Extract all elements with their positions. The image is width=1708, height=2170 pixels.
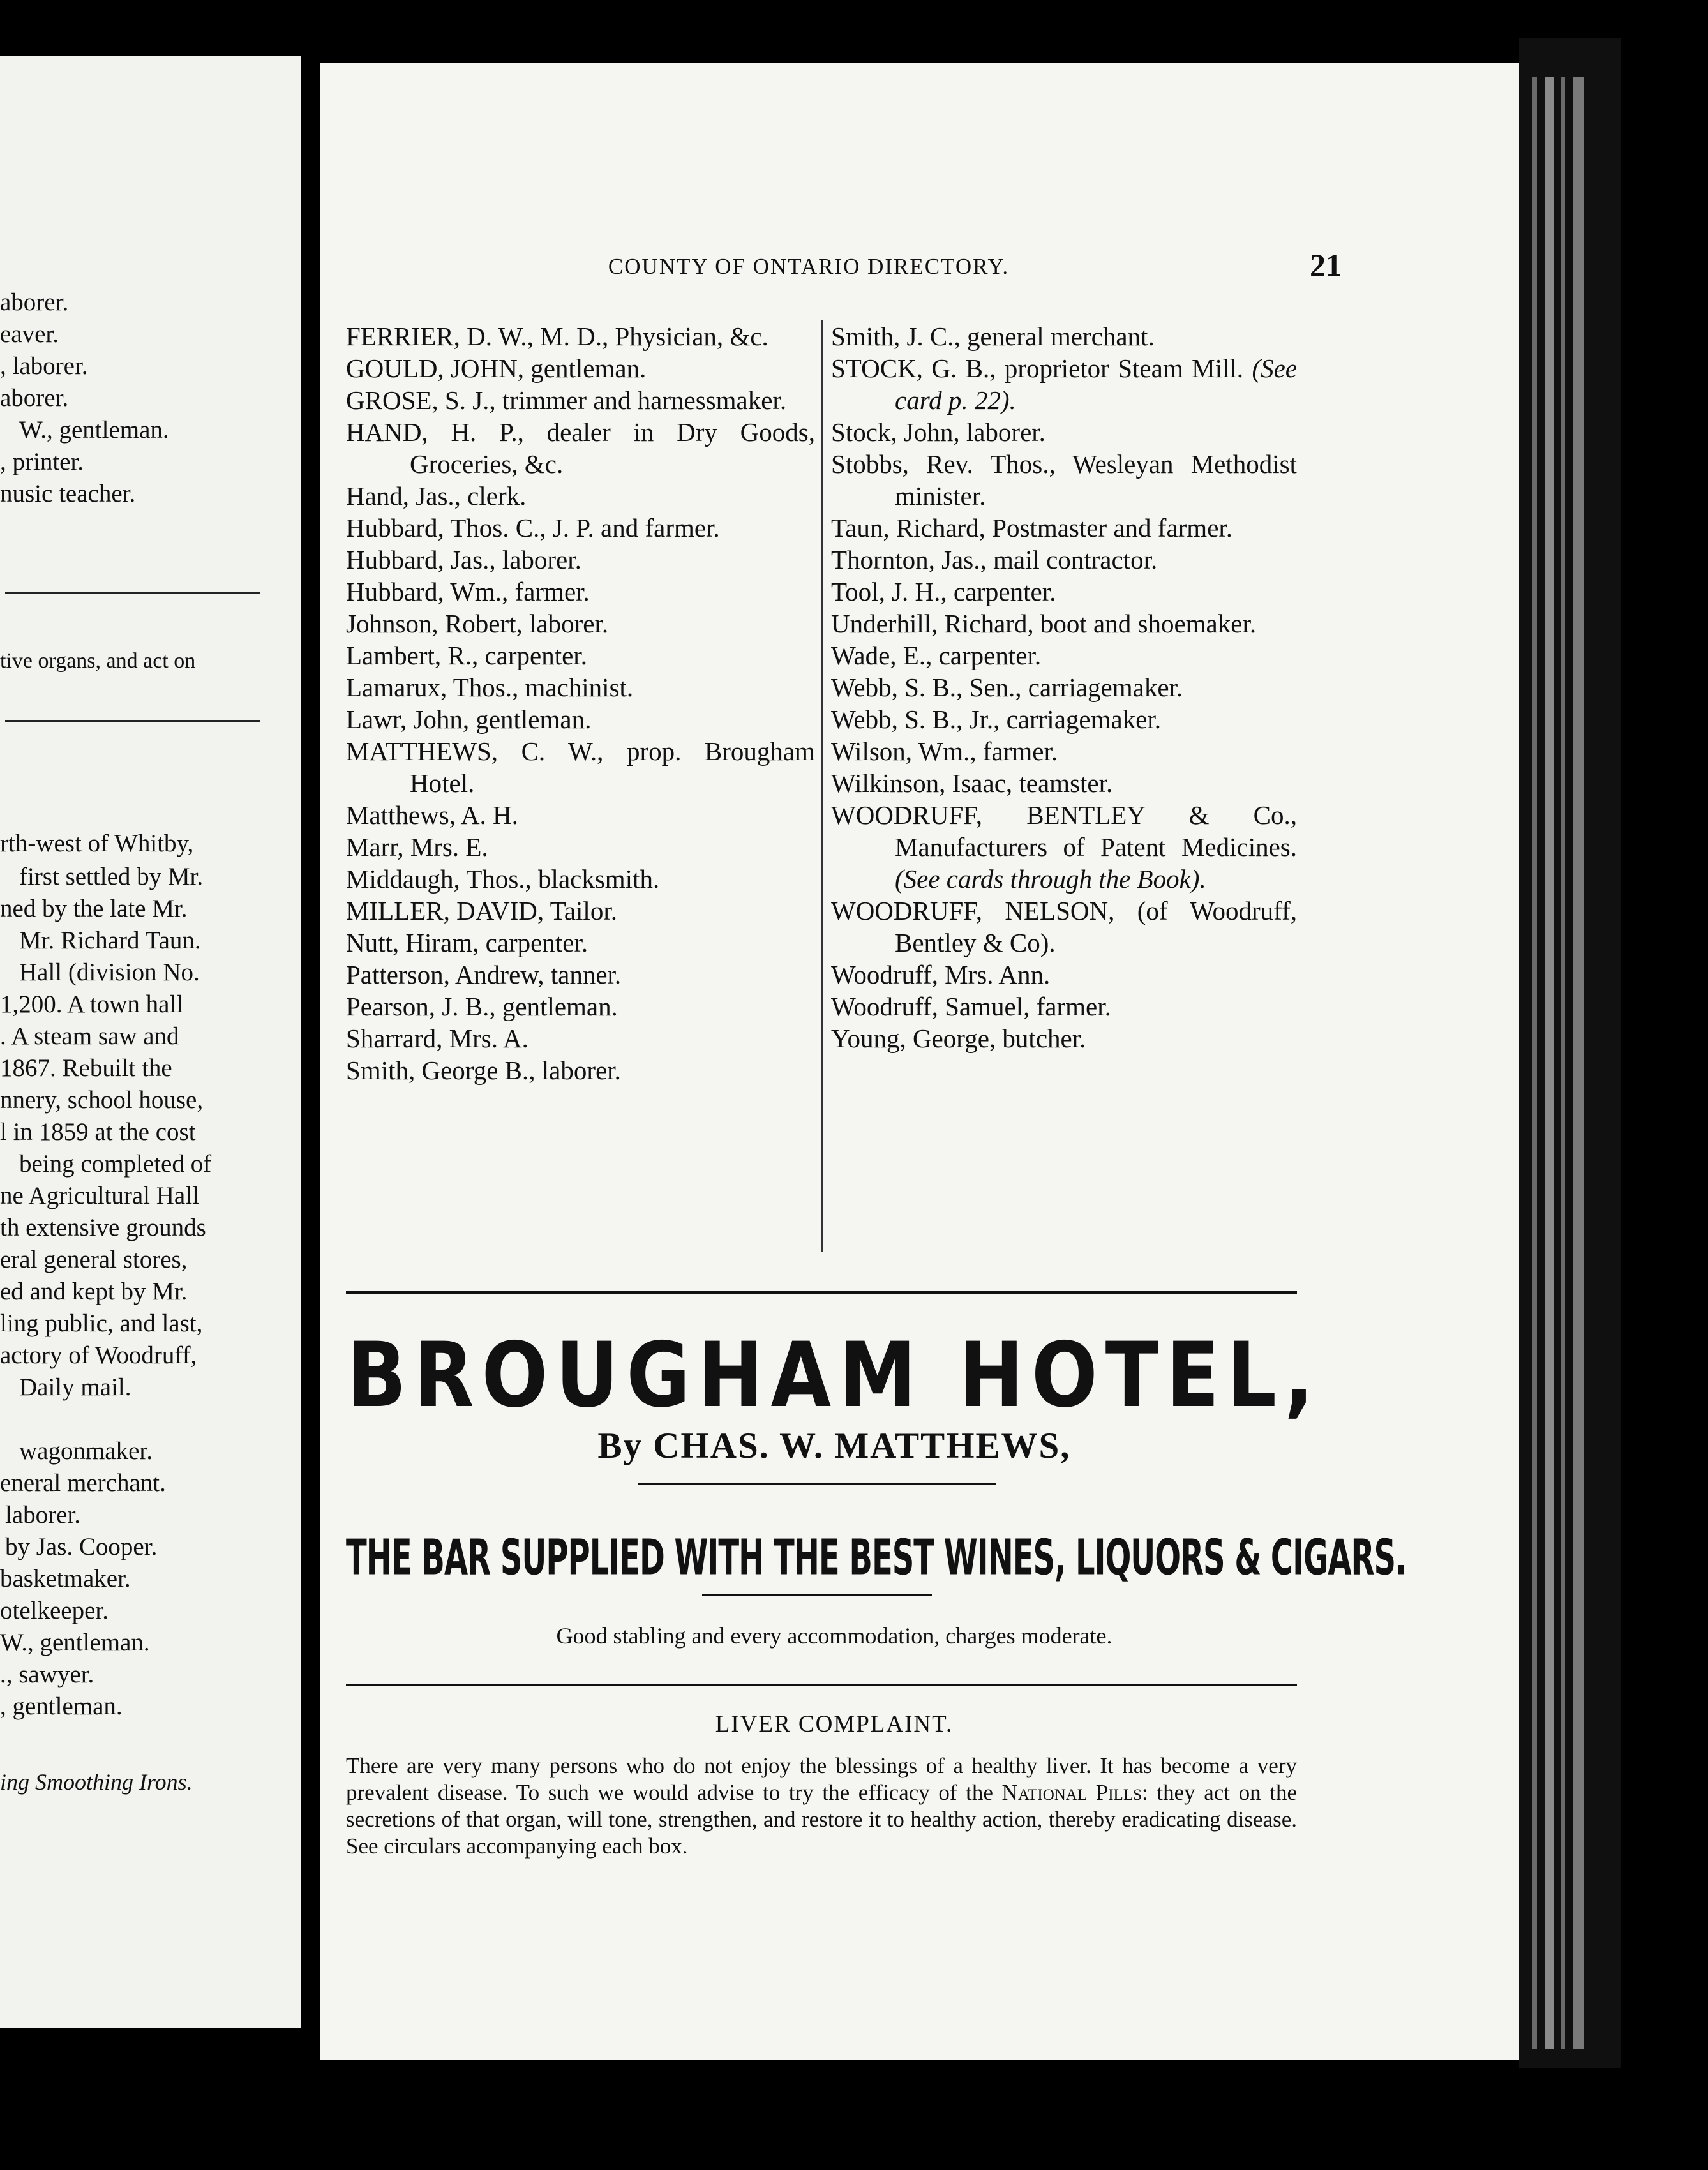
directory-entry: MATTHEWS, C. W., prop. Brougham Hotel.	[346, 737, 815, 798]
directory-entry: Lawr, John, gentleman.	[346, 705, 592, 734]
national-pills-name: National Pills	[1001, 1780, 1142, 1805]
liver-complaint-title: LIVER COMPLAINT.	[715, 1711, 954, 1737]
page-number: 21	[1310, 247, 1342, 283]
left-page-line: eral general stores,	[0, 1246, 188, 1273]
directory-entry: GROSE, S. J., trimmer and harnessmaker.	[346, 385, 787, 415]
left-page-line: W., gentleman.	[0, 1629, 150, 1656]
directory-entry: Taun, Richard, Postmaster and farmer.	[831, 513, 1233, 542]
left-page-line: W., gentleman.	[19, 416, 169, 444]
directory-entry: Webb, S. B., Sen., carriagemaker.	[831, 673, 1183, 702]
directory-entry: Woodruff, Mrs. Ann.	[831, 960, 1051, 989]
page-edge-strip	[1532, 77, 1537, 2049]
left-page-line: tive organs, and act on	[0, 649, 196, 673]
directory-entry: Thornton, Jas., mail contractor.	[831, 545, 1158, 574]
directory-entry: Underhill, Richard, boot and shoemaker.	[831, 609, 1257, 638]
left-page-line: th extensive grounds	[0, 1214, 206, 1241]
book-edge	[1519, 38, 1621, 2068]
hotel-ad-title: BROUGHAM HOTEL,	[347, 1323, 1322, 1428]
ad-short-rule	[638, 1483, 996, 1485]
directory-entry: Smith, George B., laborer.	[346, 1056, 621, 1085]
directory-entry: Young, George, butcher.	[831, 1024, 1086, 1053]
left-page-line: l in 1859 at the cost	[0, 1118, 196, 1146]
directory-entry: Patterson, Andrew, tanner.	[346, 960, 622, 989]
directory-entry: Tool, J. H., carpenter.	[831, 577, 1056, 606]
directory-entry: Wade, E., carpenter.	[831, 641, 1042, 670]
left-page-line: being completed of	[19, 1150, 212, 1178]
left-page-rule	[5, 592, 260, 594]
left-page-line: eneral merchant.	[0, 1469, 166, 1497]
directory-entry: FERRIER, D. W., M. D., Physician, &c.	[346, 322, 768, 351]
left-page-line: otelkeeper.	[0, 1597, 109, 1624]
left-page-line: aborer.	[0, 384, 69, 412]
directory-entry: Johnson, Robert, laborer.	[346, 609, 609, 638]
directory-entry: Stock, John, laborer.	[831, 417, 1045, 447]
left-page-line: nnery, school house,	[0, 1086, 204, 1114]
directory-entry: Stobbs, Rev. Thos., Wesleyan Methodist minister.	[831, 449, 1297, 511]
directory-column-left	[346, 320, 815, 1086]
directory-entry: Lamarux, Thos., machinist.	[346, 673, 634, 702]
card-reference-note: (See cards through the Book).	[895, 864, 1206, 894]
left-page-line: nusic teacher.	[0, 480, 136, 507]
left-page-line: 1867. Rebuilt the	[0, 1054, 172, 1082]
left-page-line: Daily mail.	[19, 1373, 131, 1401]
left-page-line: Hall (division No.	[19, 959, 200, 986]
directory-entry: Sharrard, Mrs. A.	[346, 1024, 528, 1053]
left-page-line: rth-west of Whitby,	[0, 830, 194, 857]
page-edge-strip	[1545, 77, 1554, 2049]
directory-entry-text: WOODRUFF, BENTLEY & Co., Manufacturers of Patent Medicines.	[831, 800, 1297, 862]
directory-entry: Hubbard, Wm., farmer.	[346, 577, 590, 606]
left-page-line: ., sawyer.	[0, 1661, 94, 1688]
directory-column-right	[831, 320, 1297, 1054]
hotel-ad-bar-line: THE BAR SUPPLIED WITH THE BEST WINES, LIQUORS & CIGARS.	[346, 1529, 1407, 1587]
left-page-line: ed and kept by Mr.	[0, 1278, 188, 1305]
directory-entry: WOODRUFF, NELSON, (of Woodruff, Bentley & Co).	[831, 896, 1297, 957]
directory-entry: Marr, Mrs. E.	[346, 832, 488, 862]
left-page-line: ing Smoothing Irons.	[0, 1769, 193, 1795]
left-page-line: ned by the late Mr.	[0, 895, 188, 922]
left-page-line: first settled by Mr.	[19, 863, 204, 890]
page-edge-strip	[1573, 77, 1584, 2049]
section-rule	[346, 1684, 1297, 1686]
page-edge-strip	[1561, 77, 1565, 2049]
left-page-line: actory of Woodruff,	[0, 1342, 197, 1369]
directory-entry: Pearson, J. B., gentleman.	[346, 992, 618, 1021]
directory-entry: Wilson, Wm., farmer.	[831, 737, 1058, 766]
directory-entry	[831, 352, 1297, 416]
left-page-line: , gentleman.	[0, 1693, 123, 1720]
directory-entry: Lambert, R., carpenter.	[346, 641, 587, 670]
left-page-line: basketmaker.	[0, 1565, 131, 1592]
directory-entry: GOULD, JOHN, gentleman.	[346, 354, 647, 383]
left-page-line: by Jas. Cooper.	[5, 1533, 158, 1560]
left-page-line: aborer.	[0, 288, 69, 316]
page-header: COUNTY OF ONTARIO DIRECTORY.	[608, 254, 1010, 279]
book-gutter	[301, 56, 320, 2028]
left-page-rule	[5, 720, 260, 722]
directory-entry: HAND, H. P., dealer in Dry Goods, Groceries, &c.	[346, 417, 815, 479]
hotel-ad-stabling: Good stabling and every accommodation, charges moderate.	[556, 1623, 1112, 1649]
directory-entry: Hand, Jas., clerk.	[346, 481, 527, 511]
directory-entry: Matthews, A. H.	[346, 800, 518, 830]
directory-page	[320, 63, 1519, 2060]
directory-entry: MILLER, DAVID, Tailor.	[346, 896, 617, 925]
directory-entry: Nutt, Hiram, carpenter.	[346, 928, 588, 957]
left-page-line: ling public, and last,	[0, 1310, 203, 1337]
previous-page-fragment	[0, 56, 301, 2028]
left-page-line: Mr. Richard Taun.	[19, 927, 201, 954]
left-page-line: eaver.	[0, 320, 59, 348]
left-page-line: ne Agricultural Hall	[0, 1182, 199, 1209]
liver-text-part: There are very many persons who do not enjoy the blessings of a healthy liver. It has become a very prevalent disease. To such we would advise to try the efficacy of the	[346, 1753, 1297, 1805]
directory-entry: Middaugh, Thos., blacksmith.	[346, 864, 660, 894]
ad-short-rule	[702, 1594, 932, 1596]
directory-entry-text: STOCK, G. B., proprietor Steam Mill.	[831, 354, 1244, 383]
directory-entry: Webb, S. B., Jr., carriagemaker.	[831, 705, 1162, 734]
left-page-line: wagonmaker.	[19, 1437, 153, 1465]
directory-entry	[831, 799, 1297, 895]
liver-complaint-text	[346, 1753, 1297, 1860]
left-page-line: , laborer.	[0, 352, 88, 380]
liver-text-part: : they act on the secretions of that organ, will tone, strengthen, and restore it to healthy action, thereby eradicating disease. See circulars accompanying each box.	[346, 1780, 1298, 1859]
hotel-ad-byline: By CHAS. W. MATTHEWS,	[597, 1426, 1071, 1466]
directory-entry: Hubbard, Thos. C., J. P. and farmer.	[346, 513, 720, 542]
directory-entry: Hubbard, Jas., laborer.	[346, 545, 581, 574]
left-page-line: laborer.	[5, 1501, 81, 1529]
left-page-line: , printer.	[0, 448, 84, 475]
directory-entry: Woodruff, Samuel, farmer.	[831, 992, 1111, 1021]
directory-entry: Smith, J. C., general merchant.	[831, 322, 1155, 351]
left-page-line: . A steam saw and	[0, 1022, 179, 1050]
section-rule	[346, 1291, 1297, 1294]
column-divider	[821, 320, 823, 1252]
left-page-line: 1,200. A town hall	[0, 991, 184, 1018]
directory-entry: Wilkinson, Isaac, teamster.	[831, 768, 1113, 798]
card-reference-note: (See card p. 22).	[895, 354, 1297, 415]
